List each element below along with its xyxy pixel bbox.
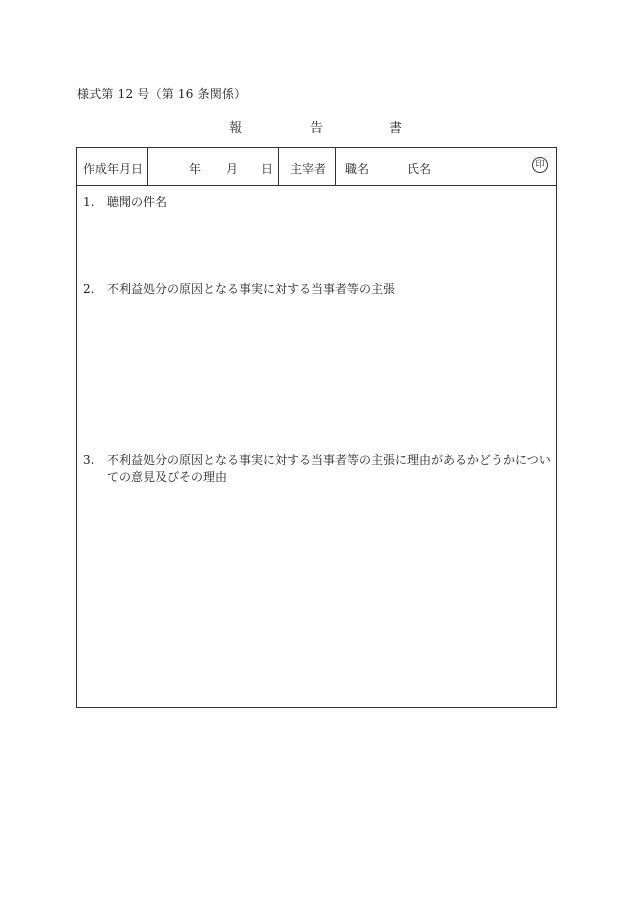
- item-text: 聴聞の件名: [107, 195, 168, 209]
- date-field[interactable]: [148, 148, 277, 185]
- document-title: [200, 117, 430, 136]
- item-number: 3.: [83, 453, 95, 467]
- report-form-frame: [76, 147, 557, 708]
- chair-label: 主宰者: [290, 162, 327, 176]
- seal-icon: 印: [532, 157, 548, 173]
- item-text: 不利益処分の原因となる事実に対する当事者等の主張に理由があるかどうかについての意見及びその理由: [107, 453, 551, 484]
- date-label: 作成年月日: [83, 162, 144, 176]
- item-number: 1.: [83, 195, 95, 209]
- title-char-2: 告: [310, 121, 324, 136]
- year-label: 年: [189, 162, 202, 176]
- item-number: 2.: [83, 282, 95, 296]
- chair-field[interactable]: [336, 148, 556, 185]
- item-text: 不利益処分の原因となる事実に対する当事者等の主張: [107, 282, 396, 296]
- day-label: 日: [261, 162, 274, 176]
- header-row: [77, 148, 556, 186]
- name-label: 氏名: [407, 162, 432, 176]
- divider: [278, 148, 279, 185]
- title-char-1: 報: [229, 121, 243, 136]
- title-char-3: 書: [389, 121, 403, 136]
- form-number: 様式第 12 号（第 16 条関係）: [77, 87, 247, 101]
- month-label: 月: [226, 162, 239, 176]
- position-label: 職名: [345, 162, 370, 176]
